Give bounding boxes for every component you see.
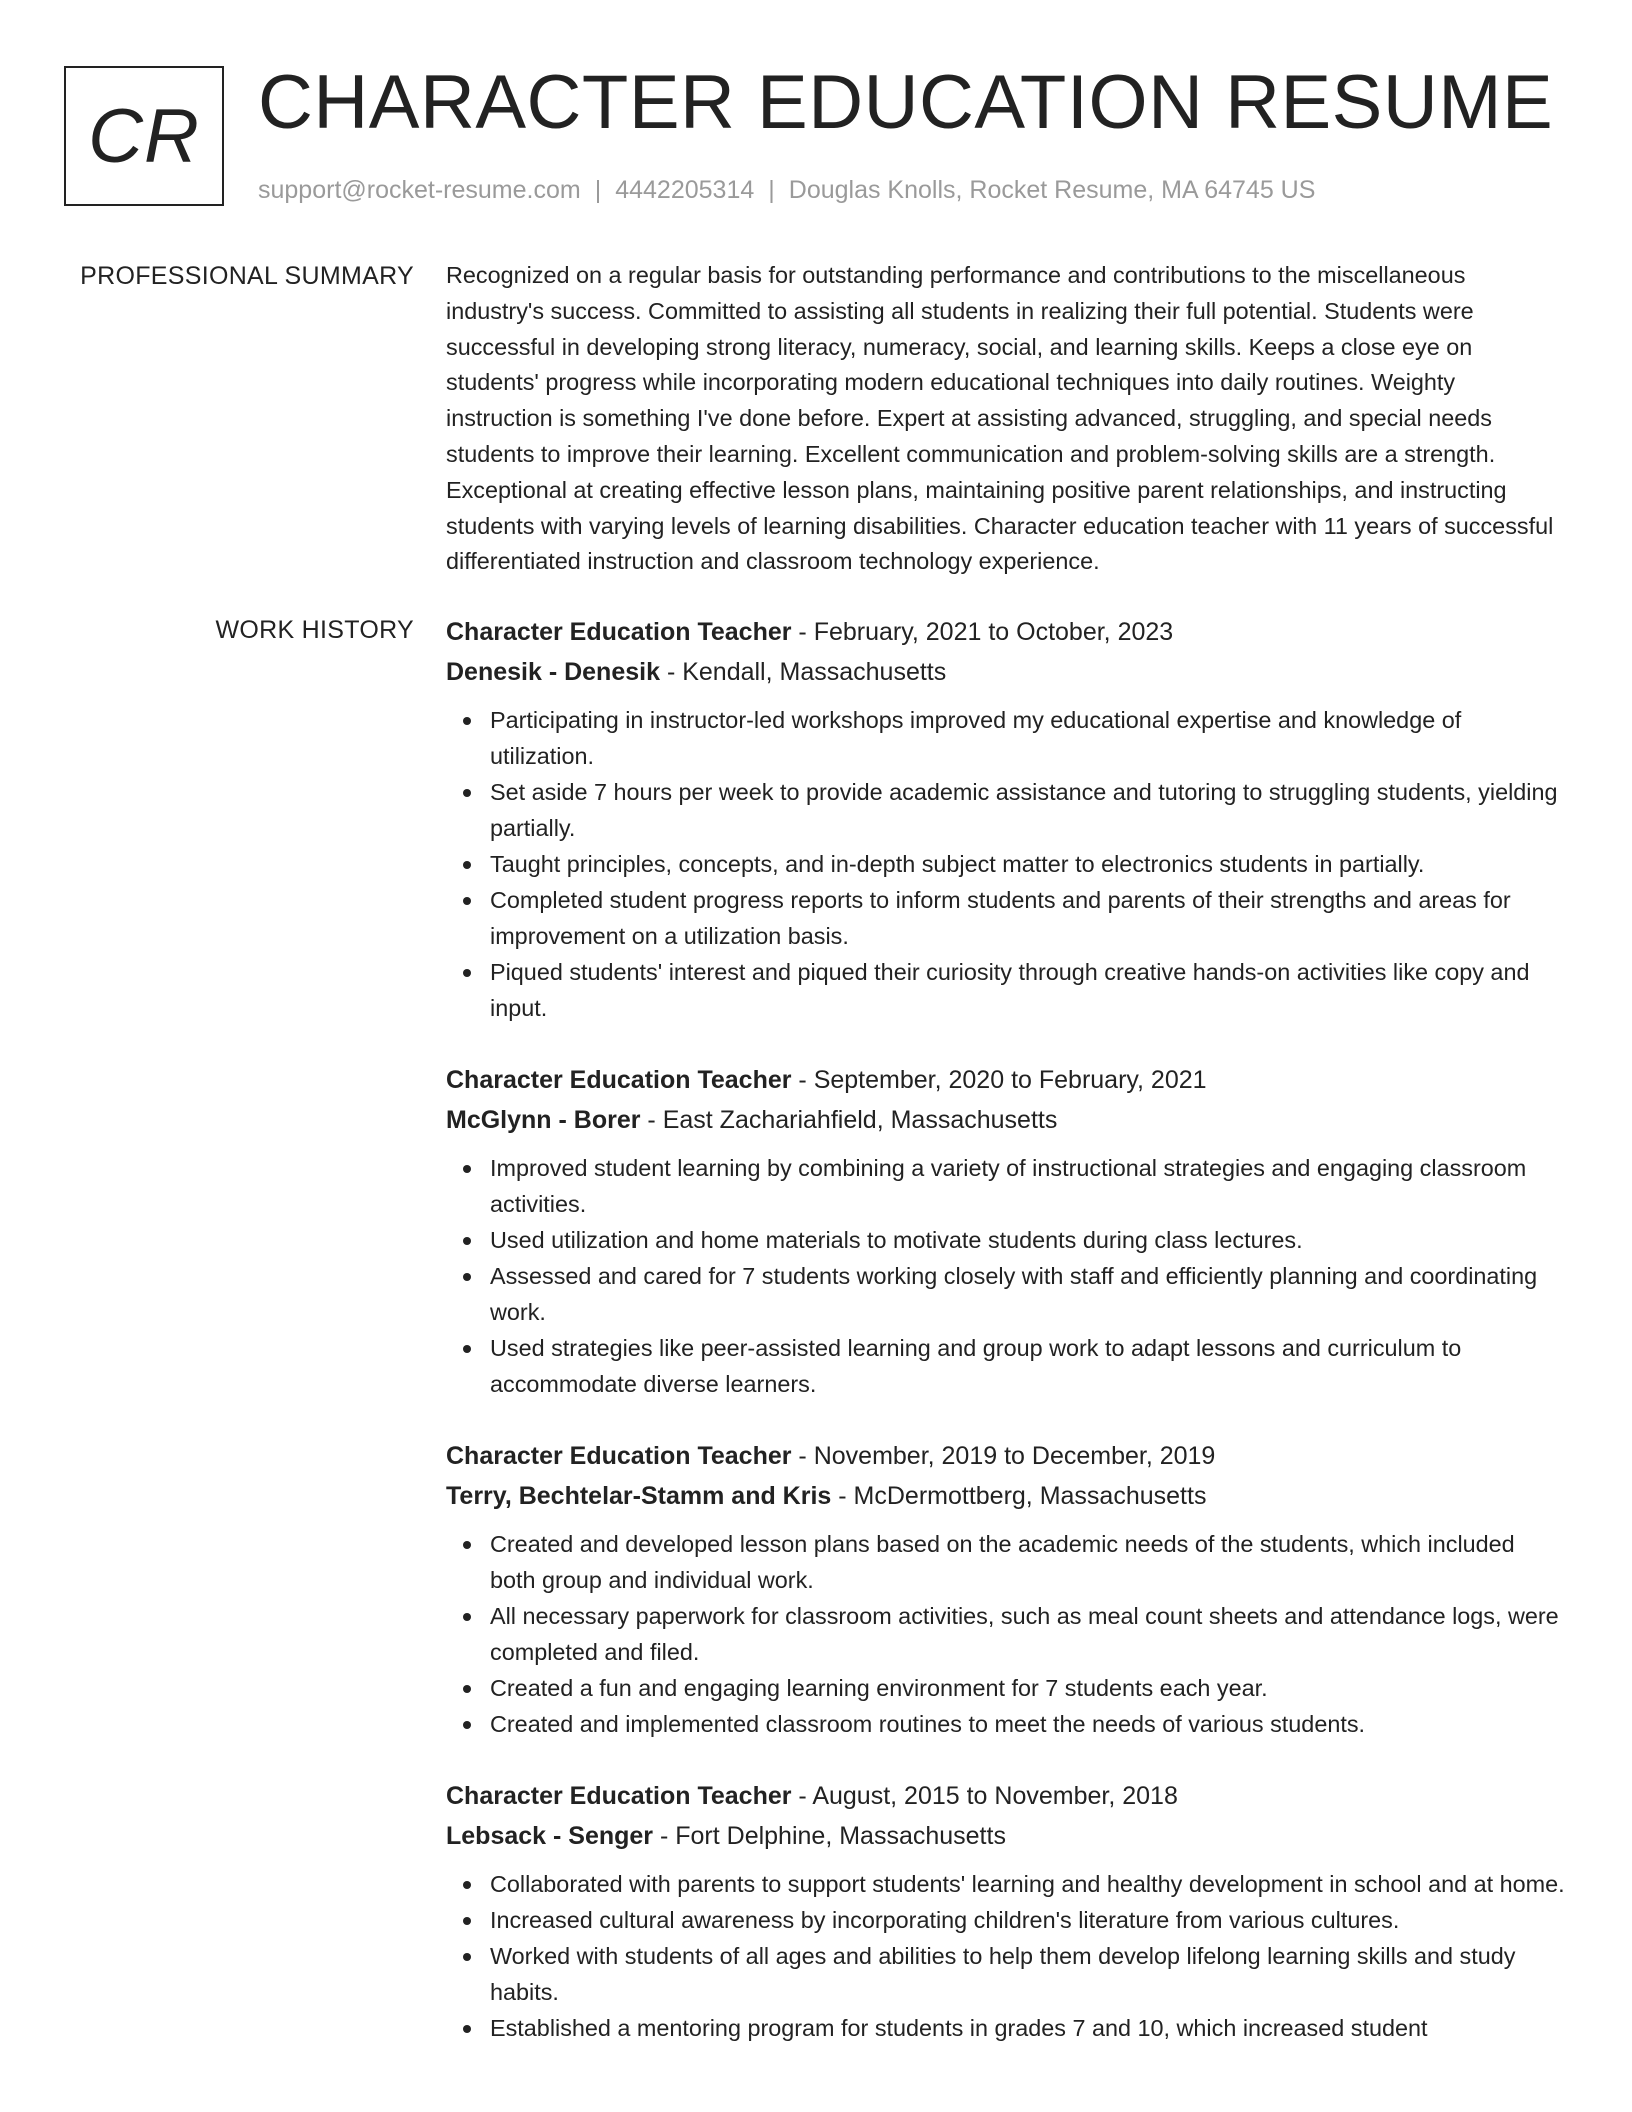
contact-email[interactable]: support@rocket-resume.com xyxy=(258,176,581,204)
job-location: - McDermottberg, Massachusetts xyxy=(831,1482,1207,1510)
job-company-line xyxy=(446,652,1566,692)
job-title-line xyxy=(446,612,1566,652)
job-company: Terry, Bechtelar-Stamm and Kris xyxy=(446,1482,832,1510)
bullet-item: Created and developed lesson plans based on the academic needs of the students, which included both group and individual work. xyxy=(490,1526,1566,1598)
section-label-summary: PROFESSIONAL SUMMARY xyxy=(80,262,414,290)
job-company: McGlynn - Borer xyxy=(446,1106,641,1134)
bullet-item: Completed student progress reports to inform students and parents of their strengths and areas for improvement on a utilization basis. xyxy=(490,882,1566,954)
job-entry xyxy=(446,1060,1566,1402)
bullet-item: Used utilization and home materials to motivate students during class lectures. xyxy=(490,1222,1566,1258)
job-entry xyxy=(446,612,1566,1026)
job-entry xyxy=(446,1436,1566,1742)
job-company: Denesik - Denesik xyxy=(446,658,660,686)
job-company-line xyxy=(446,1100,1566,1140)
job-company: Lebsack - Senger xyxy=(446,1822,654,1850)
bullet-item: Participating in instructor-led workshops improved my educational expertise and knowledge of utilization. xyxy=(490,702,1566,774)
bullet-item: Increased cultural awareness by incorporating children's literature from various cultures. xyxy=(490,1902,1566,1938)
contact-line xyxy=(258,174,1315,206)
bullet-item: Assessed and cared for 7 students working closely with staff and efficiently planning and coordinating work. xyxy=(490,1258,1566,1330)
contact-phone: 4442205314 xyxy=(615,176,755,204)
job-bullets xyxy=(446,1526,1566,1742)
job-bullets xyxy=(446,1866,1566,2046)
bullet-item: Created and implemented classroom routines to meet the needs of various students. xyxy=(490,1706,1566,1742)
job-entry xyxy=(446,1776,1566,2046)
job-dates: - September, 2020 to February, 2021 xyxy=(791,1066,1207,1094)
resume-title: CHARACTER EDUCATION RESUME xyxy=(258,60,1554,145)
bullet-item: Taught principles, concepts, and in-depth subject matter to electronics students in partially. xyxy=(490,846,1566,882)
bullet-item: Created a fun and engaging learning environment for 7 students each year. xyxy=(490,1670,1566,1706)
job-location: - Kendall, Massachusetts xyxy=(660,658,947,686)
contact-separator: | xyxy=(768,176,775,204)
job-dates: - November, 2019 to December, 2019 xyxy=(791,1442,1216,1470)
job-title-line xyxy=(446,1776,1566,1816)
job-company-line xyxy=(446,1816,1566,1856)
job-title: Character Education Teacher xyxy=(446,1442,792,1470)
job-title-line xyxy=(446,1060,1566,1100)
job-company-line xyxy=(446,1476,1566,1516)
job-location: - East Zachariahfield, Massachusetts xyxy=(640,1106,1058,1134)
job-dates: - August, 2015 to November, 2018 xyxy=(791,1782,1178,1810)
job-dates: - February, 2021 to October, 2023 xyxy=(791,618,1174,646)
bullet-item: Used strategies like peer-assisted learning and group work to adapt lessons and curriculum to accommodate diverse learners. xyxy=(490,1330,1566,1402)
bullet-item: Piqued students' interest and piqued their curiosity through creative hands-on activities like copy and input. xyxy=(490,954,1566,1026)
job-title: Character Education Teacher xyxy=(446,1066,792,1094)
job-bullets xyxy=(446,702,1566,1026)
bullet-item: Collaborated with parents to support students' learning and healthy development in school and at home. xyxy=(490,1866,1566,1902)
job-bullets xyxy=(446,1150,1566,1402)
bullet-item: Set aside 7 hours per week to provide academic assistance and tutoring to struggling students, yielding partially. xyxy=(490,774,1566,846)
job-title-line xyxy=(446,1436,1566,1476)
bullet-item: Established a mentoring program for students in grades 7 and 10, which increased student xyxy=(490,2010,1566,2046)
job-title: Character Education Teacher xyxy=(446,618,792,646)
monogram-logo: CR xyxy=(64,66,224,206)
summary-text: Recognized on a regular basis for outstanding performance and contributions to the miscellaneous industry's success. Committed to assisting all students in realizing their full potential. Students were successful in developing strong literacy, numeracy, social, and learning skills. Keeps a close eye on students' progress while incorporating modern educational techniques into daily routines. Weighty instruction is something I've done before. Expert at assisting advanced, struggling, and special needs students to improve their learning. Excellent communication and problem-solving skills are a strength. Exceptional at creating effective lesson plans, maintaining positive parent relationships, and instructing students with varying levels of learning disabilities. Character education teacher with 11 years of successful differentiated instruction and classroom technology experience. xyxy=(446,262,1554,575)
bullet-item: Improved student learning by combining a variety of instructional strategies and engaging classroom activities. xyxy=(490,1150,1566,1222)
section-label-work-history: WORK HISTORY xyxy=(215,616,414,644)
contact-separator: | xyxy=(594,176,602,204)
bullet-item: All necessary paperwork for classroom activities, such as meal count sheets and attendance logs, were completed and filed. xyxy=(490,1598,1566,1670)
job-location: - Fort Delphine, Massachusetts xyxy=(653,1822,1006,1850)
bullet-item: Worked with students of all ages and abilities to help them develop lifelong learning skills and study habits. xyxy=(490,1938,1566,2010)
contact-address: Douglas Knolls, Rocket Resume, MA 64745 US xyxy=(788,176,1316,204)
job-title: Character Education Teacher xyxy=(446,1782,792,1810)
